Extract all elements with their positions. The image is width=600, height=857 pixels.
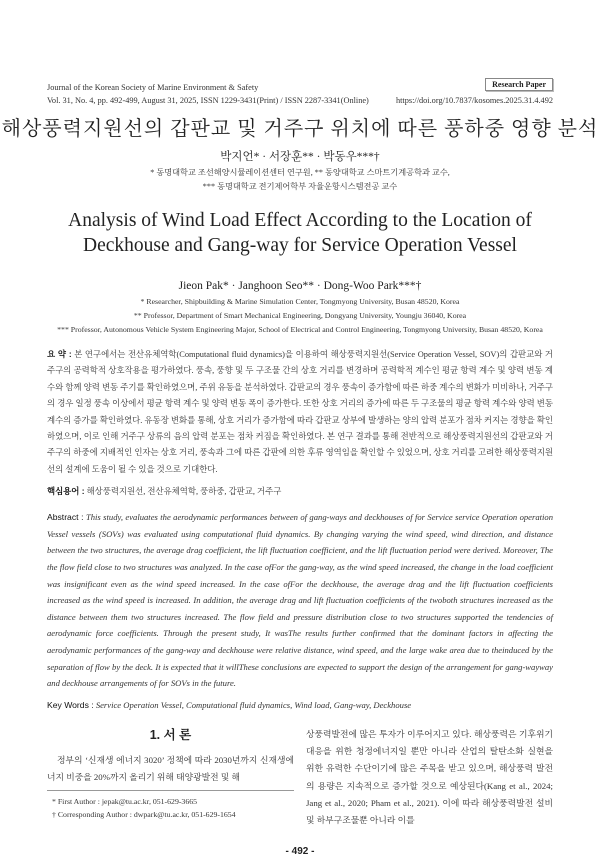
korean-keywords-text: 해상풍력지원선, 전산유체역학, 풍하중, 갑판교, 거주구 (86, 487, 282, 497)
english-affiliation-1: * Researcher, Shipbuilding & Marine Simulation Center, Tongmyong University, Busan 48520, Korea (140, 297, 460, 306)
korean-abstract-label: 요 약 : (47, 349, 72, 359)
english-keywords-text: Service Operation Vessel, Computational fluid dynamics, Wind load, Gang-way, Deckhouse (95, 699, 412, 710)
english-abstract-text: This study, evaluates the aerodynamic performances between of gang-ways and deckhouses of for Service service Operation operation Vessel vessels (SOVs) was evaluated using computational fluid dynamics. By changing varying the wind speed, wind direction, and distance between the two structures, the average drag coefficient, the lift fluctuation coefficient, and the lift fluctuation period were derived. Moreover, The the flow field close to two structures was analyzed. In the case ofFor the gang-way, as the wind speed increased, the change in the load coefficient was insignificant even as the wind speed increased. In the case ofFor the deckhouse, the average drag and the lift fluctuation coefficients increased as the wind speed is increased. In addition, the average drag and lift fluctuation coefficients of the twoboth structures increased as the distance between them two structures increased. The flow field and pressure distribution close to two structures supported the tendencies of aerodynamic force coefficients. Through the present study, It wasThe results further confirmed that the dominant factors in affecting the aerodynamic performances of the gang-way and deckhouse were relative distance, wind speed, and the large wake area due to theinduced by the separation of flow by the deck. It is expected that it willThese conclusions are expected to support the design of the arrangement for gang-wayway and deckhouse arrangements of for SOVs in the future. (47, 512, 553, 689)
korean-affiliation-2: *** 동명대학교 전기제어학부 자율운항시스템전공 교수 (202, 182, 398, 191)
journal-name: Journal of the Korean Society of Marine Environment & Safety (47, 83, 259, 92)
korean-keywords (47, 484, 553, 499)
english-title: Analysis of Wind Load Effect According to the Location of Deckhouse and Gang-way for Service Operation Vessel (68, 210, 532, 256)
left-column-text: 정부의 ‘신재생 에너지 3020’ 정책에 따라 2030년까지 신재생에너지 비중을 20%까지 올리기 위해 태양광발전 및 해 (47, 754, 294, 783)
english-affiliation-2: ** Professor, Department of Smart Mechanical Engineering, Dongyang University, Youngju 36040, Korea (133, 311, 467, 320)
left-column (47, 726, 294, 830)
right-column-text: 상풍력발전에 많은 투자가 이루어지고 있다. 해상풍력은 기후위기 대응을 위한 청정에너지일 뿐만 아니라 산업의 탈탄소화 실현을 위한 유력한 수단이기에 많은 주목을 받고 있으며, 해상풍력 발전의 용량은 지속적으로 증가할 것으로 예상된다(Kang et al., 2024; Jang et al., 2020; Pham et al., 2021). 이에 따라 해상풍력발전 설비 및 하부구조물뿐 아니라 이를 (306, 728, 553, 826)
main-flow (47, 346, 553, 857)
section-heading: 1. 서 론 (149, 727, 192, 742)
footnote-divider (47, 790, 294, 821)
volume-info: Vol. 31, No. 4, pp. 492-499, August 31, 2025, ISSN 1229-3431(Print) / ISSN 2287-3341(Online) (47, 96, 369, 105)
english-abstract (47, 509, 553, 692)
korean-title: 해상풍력지원선의 갑판교 및 거주구 위치에 따른 풍하중 영향 분석 (1, 118, 599, 140)
doi-link[interactable]: https://doi.org/10.7837/kosomes.2025.31.4.492 (395, 96, 553, 105)
english-authors: Jieon Pak* · Janghoon Seo** · Dong-Woo Park***† (178, 280, 422, 292)
english-keywords (47, 698, 553, 712)
korean-abstract-text: 본 연구에서는 전산유체역학(Computational fluid dynamics)을 이용하여 해상풍력지원선(Service Operation Vessel, SOV)의 갑판교와 거주구의 공력학적 상호작용을 평가하였다. 풍속, 풍향 및 두 구조물 간의 상호 거리를 변경하며 공력학적 계수인 평균 항력 계수 및 양력 변동 계수와 함께 양력 변동 주기를 확인하였으며, 주위 유동을 분석하였다. 갑판교의 경우 풍속이 증가함에 따른 하중 계수의 변화가 미비하나, 거주구의 경우 일정 풍속 이상에서 평균 항력 계수 및 양력 변동 폭이 증가한다. 또한 상호 거리의 증가에 따른 두 구조물의 평균 항력 계수와 양력 변동 계수의 증가를 확인하였다. 유동장 변화를 통해, 상호 거리가 증가함에 따라 갑판교 상부에 발생하는 양의 압력 분포가 점차 커지는 경향을 확인하였으며, 이로 인해 거주구 상류의 음의 압력 분포는 점차 커짐을 확인하였다. 본 연구 결과를 통해 전반적으로 해상풍력지원선의 갑판교와 거주구의 하중에 지배적인 인자는 상호 거리, 풍속과 그에 따른 갑판에 의한 후류 영역임을 확인할 수 있었으며, 상호 거리를 고려한 해상풍력지원선의 설계에 도움이 될 수 있을 것으로 기대한다. (47, 350, 553, 474)
english-keywords-label: Key Words : (47, 699, 94, 710)
research-paper-badge: Research Paper (485, 78, 553, 91)
footnote-first-author: * First Author : jepak@tu.ac.kr, 051-629-3665 (52, 797, 198, 807)
korean-keywords-label: 핵심용어 : (47, 486, 85, 497)
page-number: - 492 - (285, 845, 315, 857)
korean-abstract (47, 346, 553, 478)
korean-affiliation-1: * 동명대학교 조선해양시뮬레이션센터 연구원, ** 동양대학교 스마트기계공학과 교수, (150, 168, 450, 177)
english-affiliation-3: *** Professor, Autonomous Vehicle System Engineering Major, School of Electrical and Control Engineering, Tongmyong University, Busan 48520, Korea (57, 325, 543, 334)
body-columns (47, 726, 553, 830)
footnote-corresponding-author: † Corresponding Author : dwpark@tu.ac.kr, 051-629-1654 (52, 810, 236, 820)
korean-authors: 박지언* · 서장훈** · 박동우***† (220, 151, 380, 163)
english-abstract-label: Abstract : (47, 512, 84, 523)
